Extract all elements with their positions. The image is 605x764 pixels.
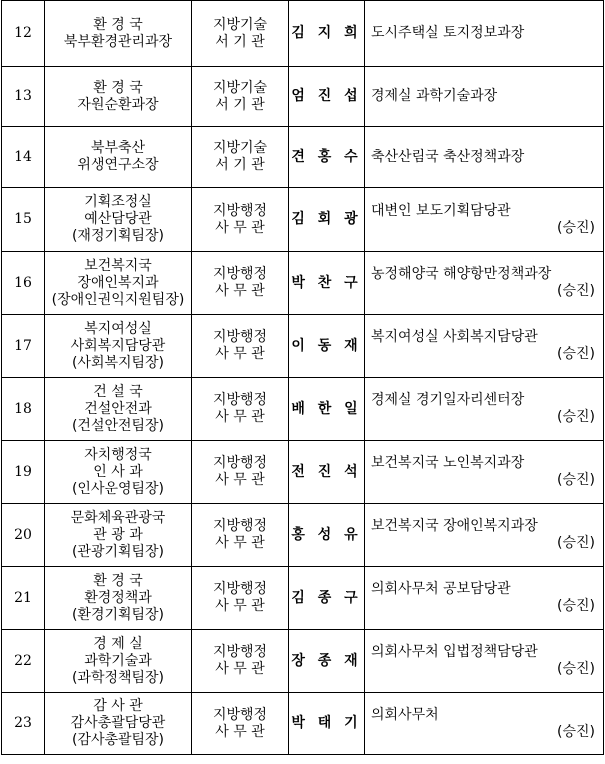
promotion-note: (승진) [557,219,595,236]
new-department-cell [45,67,192,127]
grade-rank: 서 기 관 [215,96,265,113]
grade-series: 지방기술 [212,140,268,156]
team-leader-line: (감사총괄팀장) [71,732,165,748]
table-row [2,67,604,127]
team-leader-line: (사회복지팀장) [71,354,165,371]
grade-cell [192,378,289,441]
row-number: 18 [2,378,45,441]
bureau-line: 환 경 국 [93,79,143,96]
person-name: 장 종 재 [289,630,365,693]
grade-rank: 사 무 관 [215,723,265,740]
grade-cell [192,504,289,567]
grade-series: 지방행정 [212,581,268,597]
promotion-note: (승진) [557,409,595,425]
grade-rank: 사 무 관 [215,409,265,425]
row-number: 23 [2,693,45,755]
previous-position: 경제실 과학기술과장 [371,88,498,104]
grade-rank: 사 무 관 [215,346,265,362]
division-line: 자원순환과장 [77,96,159,113]
grade-series: 지방기술 [212,79,268,96]
grade-series: 지방행정 [212,329,268,345]
table-row [2,630,604,693]
row-number: 21 [2,567,45,630]
grade-series: 지방행정 [212,644,268,660]
previous-position: 대변인 보도기획담당관 [371,202,511,219]
grade-series: 지방기술 [212,16,268,33]
team-leader-line: (건설안전팀장) [71,417,165,434]
grade-series: 지방행정 [212,518,268,534]
team-leader-line: (과학정책팀장) [71,669,165,686]
new-department-cell [45,378,192,441]
previous-position-cell [365,315,604,378]
new-department-cell [45,630,192,693]
bureau-line: 감 사 관 [93,698,143,714]
bureau-line: 경 제 실 [93,635,143,652]
division-line: 북부환경관리과장 [63,33,173,50]
table-row [2,252,604,315]
previous-position-cell [365,630,604,693]
person-name: 이 동 재 [289,315,365,378]
table-row [2,188,604,252]
promotion-note: (승진) [557,535,595,551]
grade-cell [192,1,289,67]
division-line: 사회복지담당관 [70,337,166,354]
new-department-cell [45,315,192,378]
grade-rank: 서 기 관 [215,33,265,50]
previous-position-cell [365,378,604,441]
previous-position: 농정해양국 해양항만정책과장 [371,266,552,282]
previous-position-cell [365,67,604,127]
table-row [2,504,604,567]
table-row [2,441,604,504]
grade-rank: 사 무 관 [215,535,265,551]
bureau-line: 복지여성실 [84,320,152,337]
new-department-cell [45,188,192,252]
new-department-cell [45,252,192,315]
row-number: 12 [2,1,45,67]
grade-rank: 서 기 관 [215,157,265,173]
person-name: 김 회 광 [289,188,365,252]
new-department-cell [45,567,192,630]
division-line: 예산담당관 [84,211,152,227]
previous-position-cell [365,441,604,504]
row-number: 20 [2,504,45,567]
person-name: 배 한 일 [289,378,365,441]
new-department-cell [45,504,192,567]
grade-cell [192,441,289,504]
grade-series: 지방행정 [212,706,268,723]
previous-position-cell [365,693,604,755]
grade-series: 지방행정 [212,266,268,282]
bureau-line: 환 경 국 [93,16,143,33]
previous-position-cell [365,252,604,315]
previous-position: 보건복지국 장애인복지과장 [371,518,538,534]
table-row [2,567,604,630]
division-line: 위생연구소장 [77,157,159,173]
grade-rank: 사 무 관 [215,598,265,614]
previous-position-cell [365,188,604,252]
grade-rank: 사 무 관 [215,661,265,677]
grade-series: 지방행정 [212,455,268,471]
table-row [2,1,604,67]
division-line: 인 사 과 [93,463,143,480]
promotion-note: (승진) [557,472,595,488]
row-number: 22 [2,630,45,693]
grade-cell [192,252,289,315]
personnel-table [1,0,604,755]
bureau-line: 북부축산 [90,140,146,156]
previous-position-cell [365,567,604,630]
person-name: 김 지 희 [289,1,365,67]
team-leader-line: (관광기획팀장) [71,543,165,560]
table-row [2,127,604,188]
promotion-note: (승진) [557,346,595,362]
previous-position: 의회사무처 입법정책담당관 [371,644,538,660]
previous-position-cell [365,1,604,67]
division-line: 환경정책과 [84,589,152,606]
person-name: 홍 성 유 [289,504,365,567]
team-leader-line: (장애인권익지원팀장) [51,291,185,308]
row-number: 19 [2,441,45,504]
person-name: 박 찬 구 [289,252,365,315]
grade-cell [192,630,289,693]
bureau-line: 기획조정실 [84,194,152,210]
grade-rank: 사 무 관 [215,219,265,236]
team-leader-line: (환경기획팀장) [71,606,165,623]
division-line: 감사총괄담당관 [70,715,166,731]
division-line: 과학기술과 [84,652,152,669]
grade-series: 지방행정 [212,202,268,219]
division-line: 장애인복지과 [77,274,159,291]
grade-cell [192,567,289,630]
grade-rank: 사 무 관 [215,472,265,488]
new-department-cell [45,441,192,504]
previous-position: 의회사무처 공보담당관 [371,581,511,597]
table-row [2,378,604,441]
row-number: 14 [2,127,45,188]
new-department-cell [45,693,192,755]
row-number: 16 [2,252,45,315]
previous-position: 의회사무처 [371,706,439,723]
row-number: 17 [2,315,45,378]
table-row [2,693,604,755]
promotion-note: (승진) [557,723,595,740]
grade-cell [192,127,289,188]
previous-position: 보건복지국 노인복지과장 [371,455,525,471]
person-name: 견 홍 수 [289,127,365,188]
team-leader-line: (재정기획팀장) [71,228,165,244]
new-department-cell [45,127,192,188]
person-name: 김 종 구 [289,567,365,630]
new-department-cell [45,1,192,67]
previous-position: 경제실 경기일자리센터장 [371,392,525,408]
previous-position-cell [365,127,604,188]
previous-position-cell [365,504,604,567]
table-row [2,315,604,378]
person-name: 박 태 기 [289,693,365,755]
bureau-line: 보건복지국 [84,257,152,274]
bureau-line: 환 경 국 [93,572,143,589]
grade-rank: 사 무 관 [215,283,265,299]
grade-cell [192,188,289,252]
grade-series: 지방행정 [212,392,268,408]
grade-cell [192,67,289,127]
bureau-line: 자치행정국 [84,446,152,463]
row-number: 13 [2,67,45,127]
previous-position: 복지여성실 사회복지담당관 [371,329,538,345]
team-leader-line: (인사운영팀장) [71,480,165,497]
person-name: 엄 진 섭 [289,67,365,127]
promotion-note: (승진) [557,661,595,677]
promotion-note: (승진) [557,283,595,299]
division-line: 건설안전과 [84,400,152,417]
row-number: 15 [2,188,45,252]
division-line: 관 광 과 [93,526,143,543]
bureau-line: 건 설 국 [93,383,143,400]
promotion-note: (승진) [557,598,595,614]
personnel-table-body [2,1,604,755]
bureau-line: 문화체육관광국 [70,509,166,526]
previous-position: 도시주택실 토지정보과장 [371,25,525,41]
grade-cell [192,693,289,755]
grade-cell [192,315,289,378]
previous-position: 축산산림국 축산정책과장 [371,148,525,165]
person-name: 전 진 석 [289,441,365,504]
